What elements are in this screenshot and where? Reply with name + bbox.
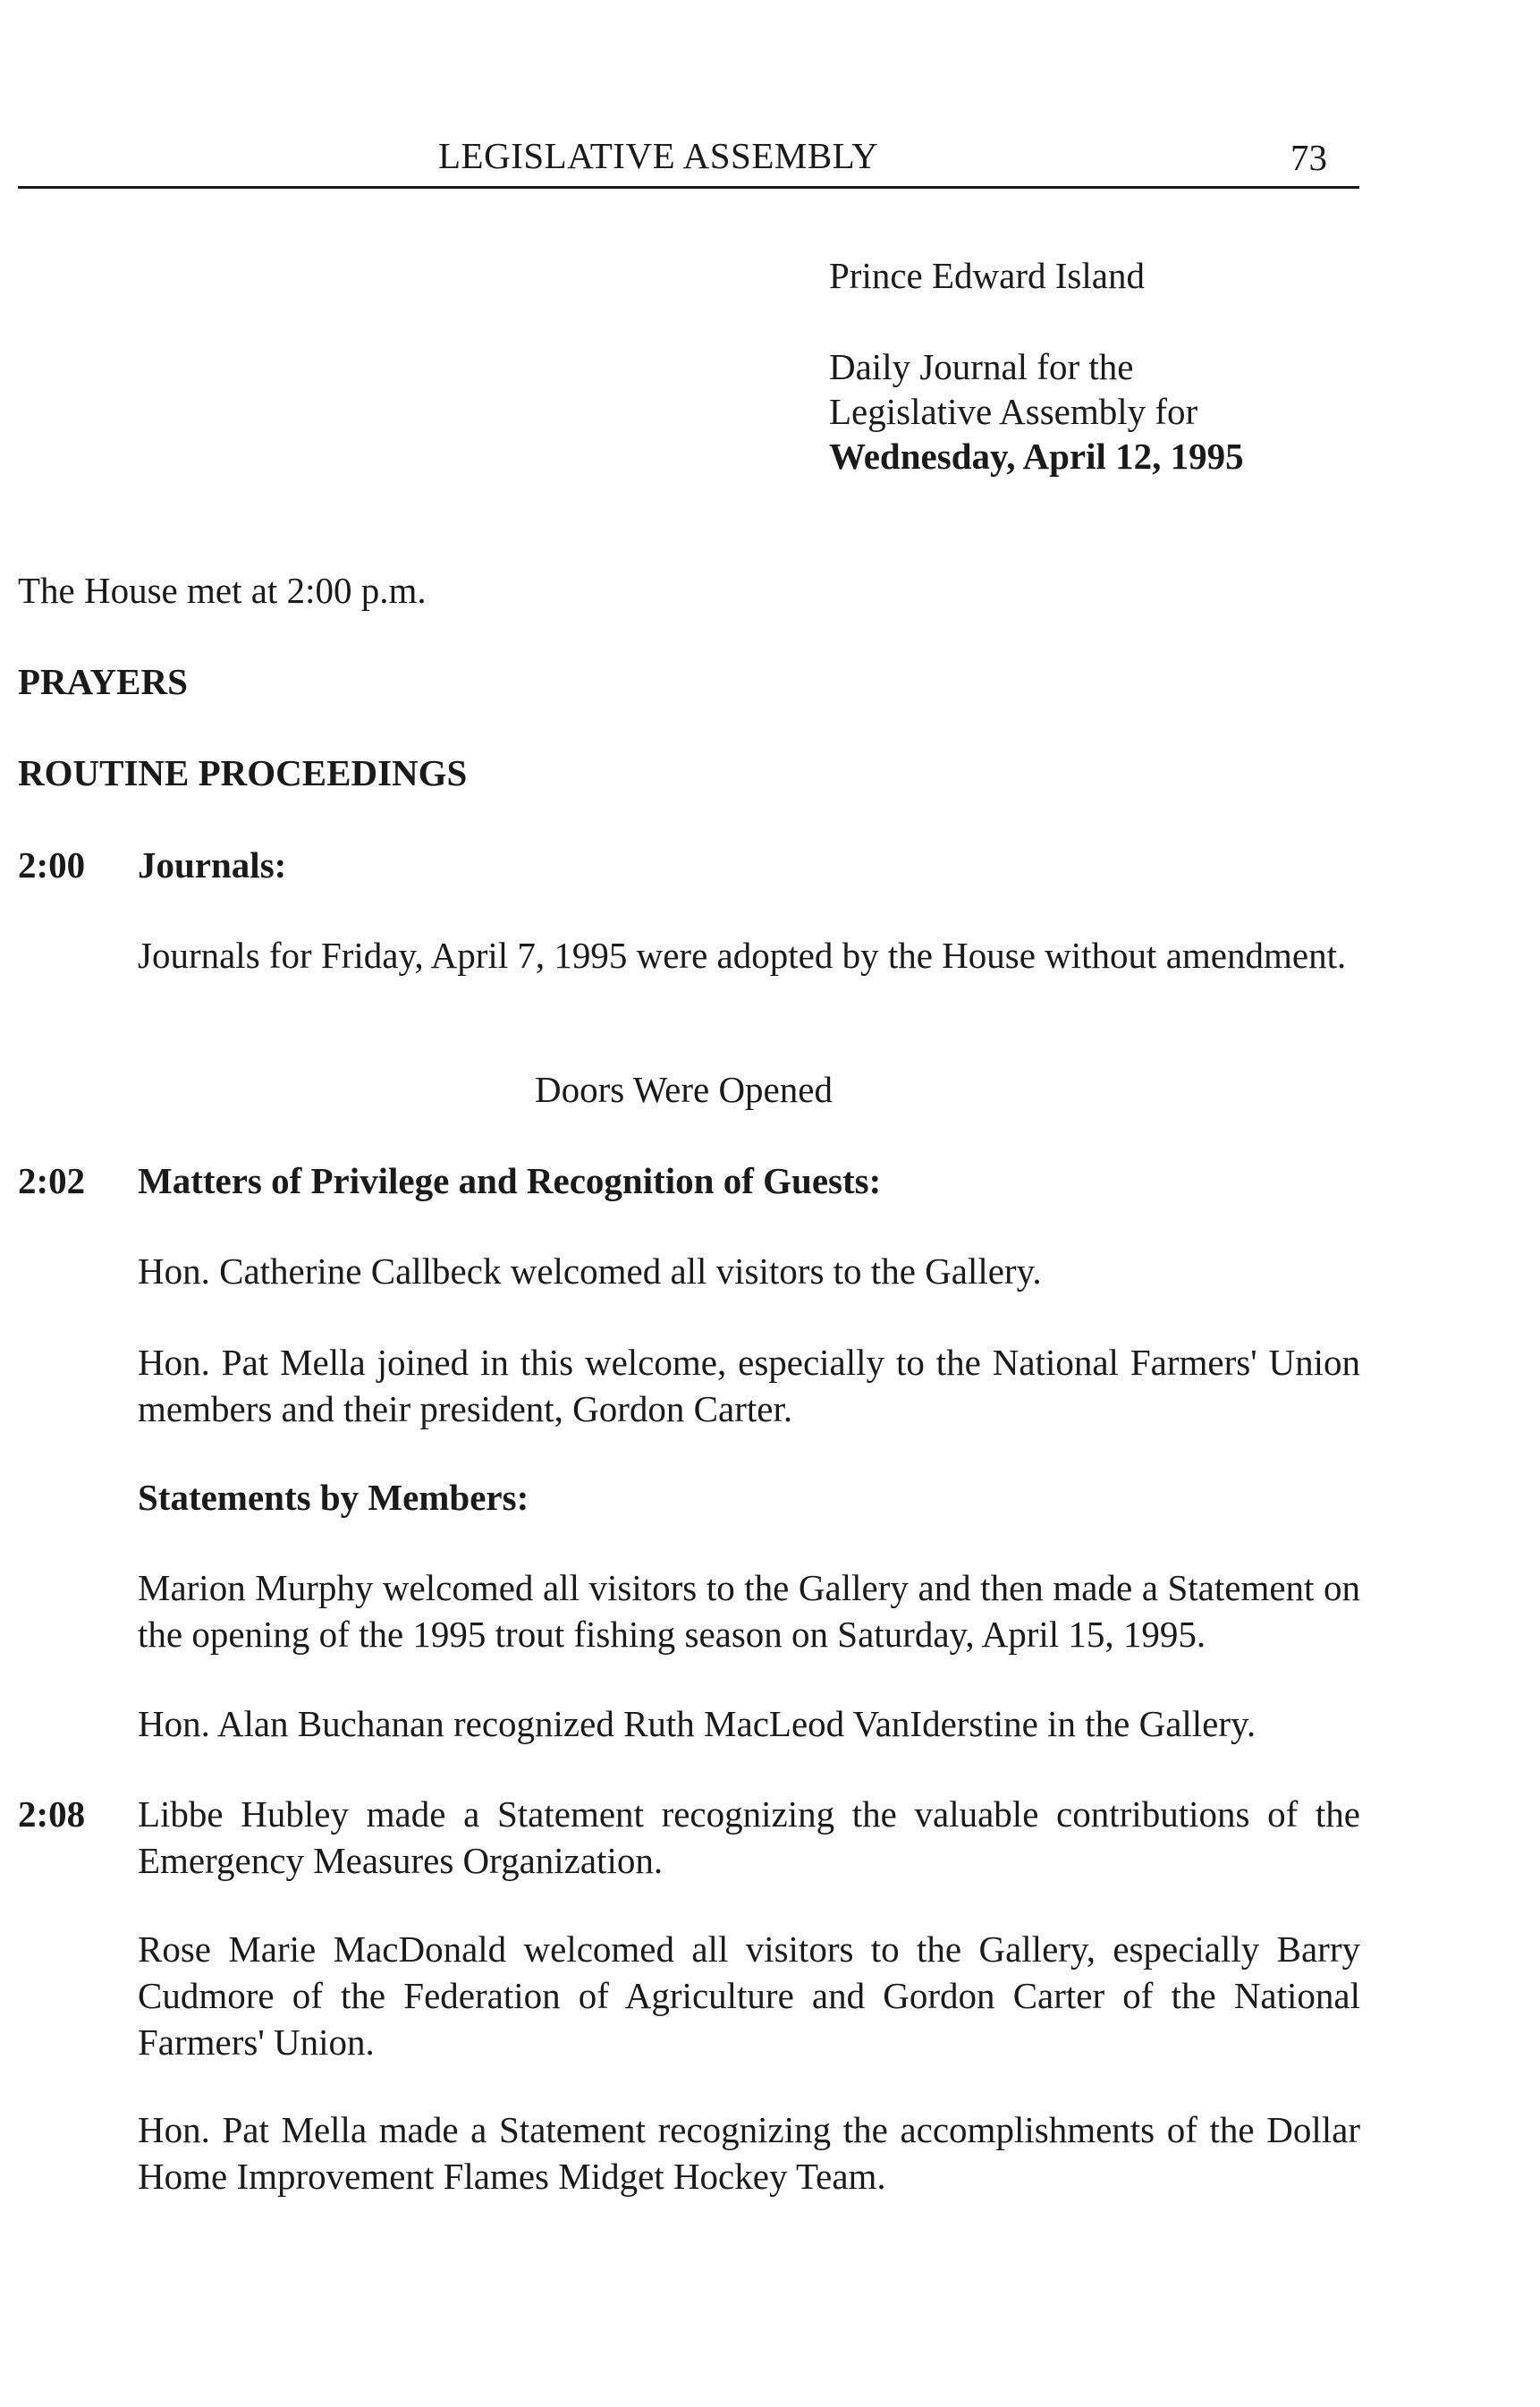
privilege-heading: Matters of Privilege and Recognition of Guests:: [138, 1160, 882, 1201]
journal-title-line-2: Legislative Assembly for: [829, 391, 1198, 432]
journal-title-line-1: Daily Journal for the: [829, 346, 1134, 387]
time-stamp: 2:08: [18, 1793, 86, 1835]
province-name: Prince Edward Island: [829, 255, 1145, 296]
time-stamp: 2:00: [18, 844, 86, 886]
prayers-heading: PRAYERS: [18, 661, 188, 702]
house-met-line: The House met at 2:00 p.m.: [18, 570, 427, 611]
statement-paragraph-2: Hon. Alan Buchanan recognized Ruth MacLeod VanIderstine in the Gallery.: [138, 1703, 1257, 1744]
statement-paragraph-5: Hon. Pat Mella made a Statement recognizing the accomplishments of the Dollar Home Improvement Flames Midget Hockey Team.: [138, 2109, 1360, 2197]
statement-paragraph-4: Rose Marie MacDonald welcomed all visitors to the Gallery, especially Barry Cudmore of the Federation of Agriculture and Gordon Carter of the National Farmers' Union.: [138, 1928, 1360, 2063]
statement-paragraph-3: Libbe Hubley made a Statement recognizing the valuable contributions of the Emergency Measures Organization.: [138, 1793, 1360, 1881]
running-title: LEGISLATIVE ASSEMBLY: [438, 135, 879, 176]
privilege-paragraph-1: Hon. Catherine Callbeck welcomed all visitors to the Gallery.: [138, 1250, 1042, 1292]
statements-heading: Statements by Members:: [138, 1477, 529, 1518]
page-number: 73: [1290, 137, 1327, 178]
statement-paragraph-1: Marion Murphy welcomed all visitors to the Gallery and then made a Statement on the opening of the 1995 trout fishing season on Saturday, April 15, 1995.: [138, 1567, 1360, 1655]
time-stamp: 2:02: [18, 1160, 86, 1201]
routine-proceedings-heading: ROUTINE PROCEEDINGS: [18, 752, 468, 793]
privilege-paragraph-2: Hon. Pat Mella joined in this welcome, especially to the National Farmers' Union members and their president, Gordon Carter.: [138, 1342, 1360, 1429]
journal-date: Wednesday, April 12, 1995: [829, 436, 1244, 477]
journals-heading: Journals:: [138, 844, 287, 886]
journals-paragraph: Journals for Friday, April 7, 1995 were adopted by the House without amendment.: [138, 935, 1347, 976]
doors-opened-line: Doors Were Opened: [535, 1069, 833, 1110]
